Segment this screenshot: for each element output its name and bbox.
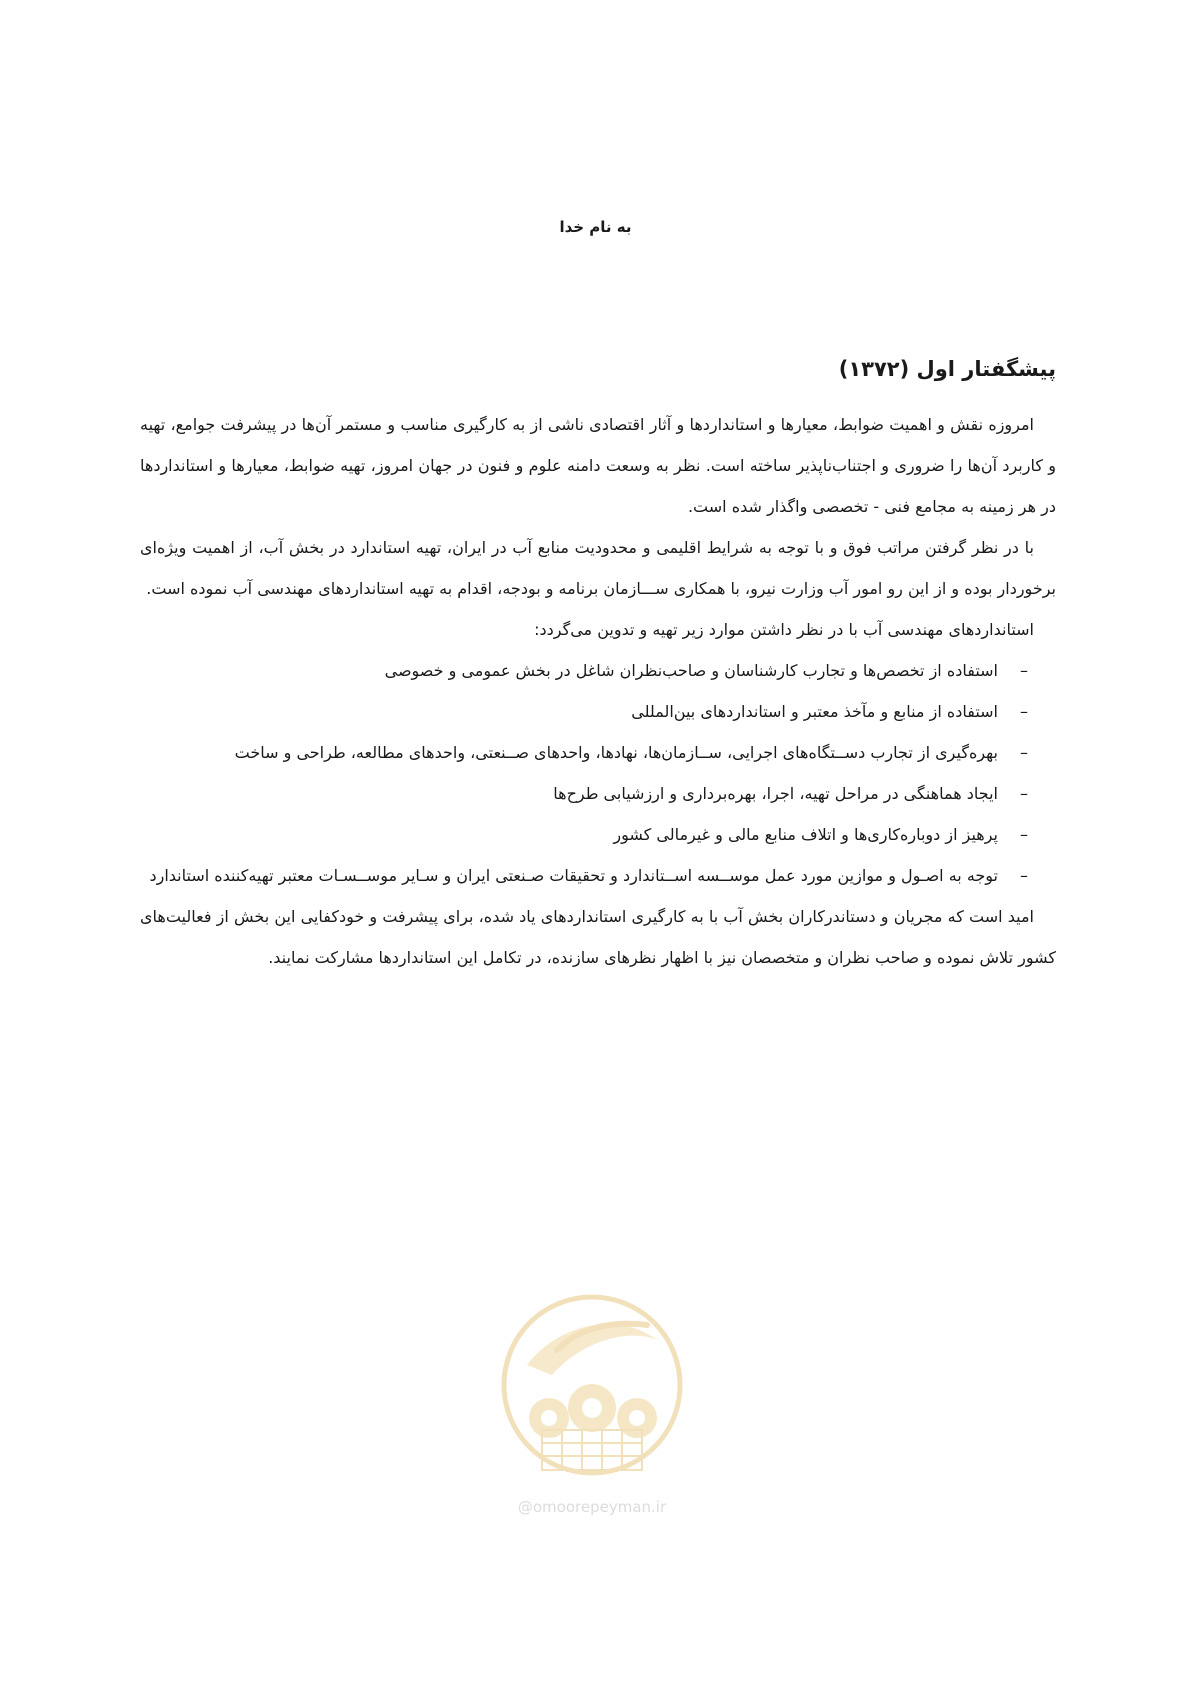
list-item <box>140 732 1056 773</box>
list-item <box>140 814 1056 855</box>
preface-body <box>140 352 1056 978</box>
list-item <box>140 773 1056 814</box>
list-item <box>140 855 1056 896</box>
watermark-logo <box>497 1290 687 1530</box>
list-item-text: توجه به اصـول و موازین مورد عمل موســسه اســتاندارد و تحقیقات صـنعتی ایران و سـایر موســسـات معتبر تهیه‌کننده استاندارد <box>149 866 998 885</box>
bullet-list <box>140 650 1056 896</box>
dash-bullet-icon: – <box>1020 661 1028 680</box>
list-item <box>140 650 1056 691</box>
dash-bullet-icon: – <box>1020 825 1028 844</box>
paragraph-2: با در نظر گرفتن مراتب فوق و با توجه به شرایط اقلیمی و محدودیت منابع آب در ایران، تهیه استاندارد در بخش آب، از اهمیت ویژه‌ای برخوردار بوده و از این رو امور آب وزارت نیرو، با همکاری ســـازمان برنامه و بودجه، اقدام به تهیه استانداردهای مهندسی آب نموده است. <box>140 538 1056 598</box>
list-item <box>140 691 1056 732</box>
paragraph-3: استانداردهای مهندسی آب با در نظر داشتن موارد زیر تهیه و تدوین می‌گردد: <box>534 620 1034 639</box>
list-item-text: پرهیز از دوباره‌کاری‌ها و اتلاف منابع مالی و غیرمالی کشور <box>613 825 998 844</box>
dash-bullet-icon: – <box>1020 784 1028 803</box>
list-item-text: ایجاد هماهنگی در مراحل تهیه، اجرا، بهره‌برداری و ارزشیابی طرح‌ها <box>553 784 998 803</box>
dash-bullet-icon: – <box>1020 702 1028 721</box>
closing-paragraph: امید است که مجریان و دستاندرکاران بخش آب با به کارگیری استانداردهای یاد شده، برای پیشرفت و خودکفایی این بخش از فعالیت‌های کشور تلاش نموده و صاحب نظران و متخصصان نیز با اظهار نظرهای سازنده، در تکامل این استانداردها مشارکت نمایند. <box>140 907 1056 967</box>
dash-bullet-icon: – <box>1020 743 1028 762</box>
list-item-text: استفاده از تخصص‌ها و تجارب کارشناسان و صاحب‌نظران شاغل در بخش عمومی و خصوصی <box>384 661 998 680</box>
preface-heading: پیشگفتار اول (۱۳۷۲) <box>838 357 1056 381</box>
list-item-text: استفاده از منابع و مآخذ معتبر و استانداردهای بین‌المللی <box>631 702 998 721</box>
gear-seal-icon <box>497 1290 687 1490</box>
watermark-url: @omoorepeyman.ir <box>517 1498 667 1516</box>
basmala: به نام خدا <box>559 218 632 236</box>
dash-bullet-icon: – <box>1020 866 1028 885</box>
list-item-text: بهره‌گیری از تجارب دســتگاه‌های اجرایی، ســازمان‌ها، نهادها، واحدهای صــنعتی، واحدهای مطالعه، طراحی و ساخت <box>234 743 998 762</box>
paragraph-1: امروزه نقش و اهمیت ضوابط، معیارها و استانداردها و آثار اقتصادی ناشی از به کارگیری مناسب و مستمر آن‌ها در پیشرفت جوامع، تهیه و کاربرد آن‌ها را ضروری و اجتناب‌ناپذیر ساخته است. نظر به وسعت دامنه علوم و فنون در جهان امروز، تهیه ضوابط، معیارها و استانداردها در هر زمینه به مجامع فنی - تخصصی واگذار شده است. <box>140 415 1056 516</box>
